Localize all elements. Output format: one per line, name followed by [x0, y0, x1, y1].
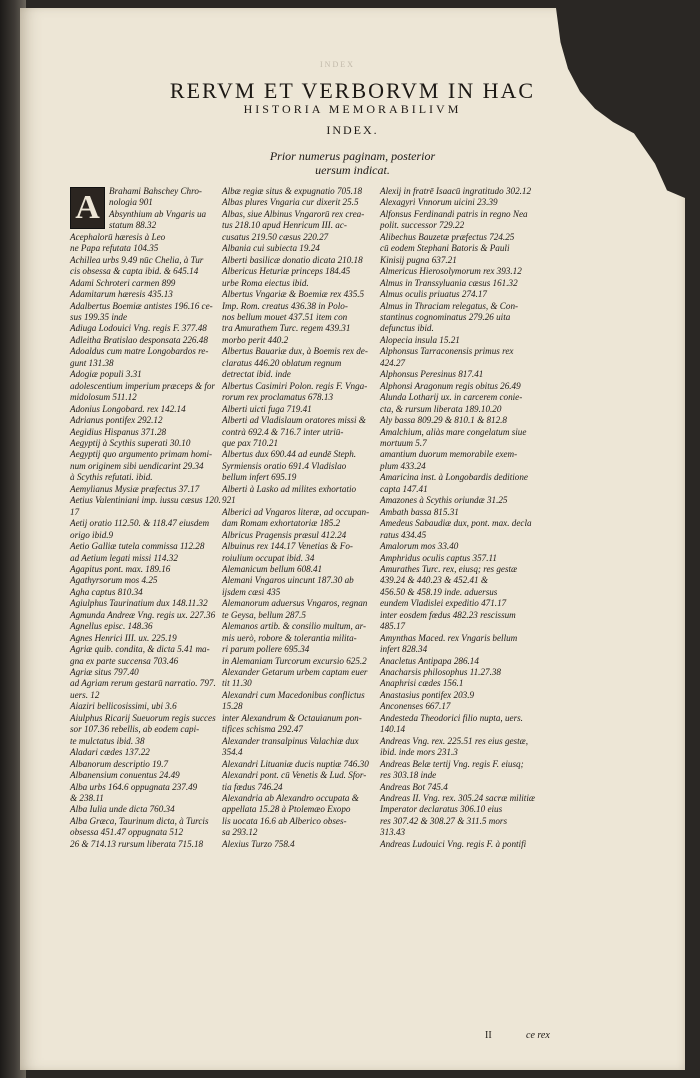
- index-entry-line: ad Aetium legati missi 114.32: [70, 552, 178, 563]
- index-entry-line: Andreas Vng. rex. 225.51 res eius gestæ,: [380, 735, 529, 746]
- index-column-1: [70, 186, 238, 850]
- index-entry-line: lis uocata 16.6 ab Alberico obses-: [222, 815, 347, 826]
- index-entry-line: Andreas Bot 745.4: [380, 781, 448, 792]
- index-entry-line: à Scythis refutati. ibid.: [70, 472, 153, 483]
- index-entry-line: Agapitus pont. max. 189.16: [70, 563, 171, 574]
- index-entry-line: cta, & rursum liberata 189.10.20: [380, 403, 502, 414]
- index-entry-line: tus 218.10 apud Henricum III. ac-: [222, 220, 347, 231]
- index-entry-line: Alemanorum aduersus Vngaros, regnan: [222, 598, 368, 609]
- index-entry-line: amantium duorum memorabile exem-: [380, 449, 518, 460]
- index-entry-line: 140.14: [380, 724, 406, 735]
- index-entry-line: Alberici ad Vngaros literæ, ad occupan-: [222, 506, 370, 517]
- index-entry-line: Agiulphus Taurinatium dux 148.11.32: [70, 598, 208, 609]
- index-entry-line: Almus in Thraciam relegatus, & Con-: [380, 300, 519, 311]
- index-entry-line: ijsdem cæsi 435: [222, 586, 281, 597]
- index-entry-line: te mulctatus ibid. 38: [70, 735, 145, 746]
- index-entry-line: Aladari cædes 137.22: [70, 747, 150, 758]
- index-entry-line: Agriæ situs 797.40: [70, 667, 139, 678]
- index-entry-line: Adrianus pontifex 292.12: [70, 415, 163, 426]
- index-entry-line: gna ex parte succensa 703.46: [70, 655, 179, 666]
- index-entry-line: Alemani Vngaros uincunt 187.30 ab: [222, 575, 354, 586]
- index-entry-line: Syrmiensis oratio 691.4 Vladislao: [222, 460, 347, 471]
- intro-line-1: Prior numerus paginam, posterior: [269, 149, 436, 163]
- index-entry-line: claratus 446.20 oblatum regnum: [222, 357, 342, 368]
- index-entry-line: Amazones à Scythis oriundæ 31.25: [380, 495, 508, 506]
- index-entry-line: Alphonsus Tarraconensis primus rex: [380, 346, 514, 357]
- index-entry-line: Alemanos artib. & consilio multum, ar-: [222, 621, 367, 632]
- index-entry-line: plum 433.24: [380, 460, 426, 471]
- index-entry-line: res 307.42 & 308.27 & 311.5 mors: [380, 815, 507, 826]
- index-entry-line: Adiuga Lodouici Vng. regis F. 377.48: [70, 323, 207, 334]
- index-entry-line: tifices schisma 292.47: [222, 724, 303, 735]
- index-entry-line: Albania cui subiecta 19.24: [222, 243, 320, 254]
- index-entry-line: Aemylianus Mysiæ præfectus 37.17: [70, 483, 200, 494]
- index-entry-line: Andesteda Theodorici filio nupta, uers.: [380, 712, 523, 723]
- index-entry-line: Adleitha Bratislao desponsata 226.48: [70, 334, 208, 345]
- index-entry-line: Anacharsis philosophus 11.27.38: [380, 667, 501, 678]
- index-entry-line: Agriæ quib. condita, & dicta 5.41 ma-: [70, 644, 210, 655]
- index-subtitle: HISTORIA MEMORABILIVM: [243, 102, 462, 116]
- show-through-text: INDEX: [320, 60, 355, 69]
- index-entry-line: 17: [70, 506, 80, 517]
- index-entry-line: & 238.11: [70, 793, 104, 804]
- index-entry-line: num originem sibi uendicarint 29.34: [70, 460, 204, 471]
- index-entry-line: Alphonsus Peresinus 817.41: [380, 369, 484, 380]
- index-entry-line: Amalchium, aliàs mare congelatum siue: [380, 426, 527, 437]
- index-entry-line: statum 88.32: [109, 220, 157, 231]
- index-entry-line: uers. 12: [70, 689, 100, 700]
- index-entry-line: Achillea urbs 9.49 nūc Chelia, à Tur: [70, 254, 204, 265]
- index-entry-line: Alberti ad Vladislaum oratores missi &: [222, 415, 366, 426]
- index-entry-line: Aetij oratio 112.50. & 118.47 eiusdem: [70, 518, 210, 529]
- index-entry-line: Anacletus Antipapa 286.14: [380, 655, 479, 666]
- index-entry-line: Alexandri pont. cū Venetis & Lud. Sfor-: [222, 770, 367, 781]
- index-entry-line: Almericus Hierosolymorum rex 393.12: [380, 266, 522, 277]
- index-entry-line: res 303.18 inde: [380, 770, 437, 781]
- index-entry-line: Kinisij pugna 637.21: [380, 254, 457, 265]
- index-entry-line: contrà 692.4 & 716.7 inter utriū-: [222, 426, 344, 437]
- intro-line-2: uersum indicat.: [315, 163, 390, 177]
- index-entry-line: ratus 434.45: [380, 529, 427, 540]
- index-entry-line: Agathyrsorum mos 4.25: [70, 575, 158, 586]
- index-entry-line: Alba Iulia unde dicta 760.34: [70, 804, 175, 815]
- index-entry-line: 424.27: [380, 357, 406, 368]
- index-entry-line: Andreas II. Vng. rex. 305.24 sacræ militiæ: [380, 793, 535, 804]
- index-entry-line: Adami Schroteri carmen 899: [70, 277, 176, 288]
- index-entry-line: Aegidius Hispanus 371.28: [70, 426, 167, 437]
- index-entry-line: Alberti basilicæ donatio dicata 210.18: [222, 254, 363, 265]
- folio-number: II: [485, 1030, 492, 1041]
- index-entry-line: Alexij in fratrē Isaacū ingratitudo 302.12: [380, 186, 532, 196]
- index-entry-line: Amynthas Maced. rex Vngaris bellum: [380, 632, 518, 643]
- decorated-initial: A: [70, 187, 105, 229]
- index-entry-line: Alibechus Bauzetæ præfectus 724.25: [380, 231, 515, 242]
- index-entry-line: Almus in Transsyluania cæsus 161.32: [380, 277, 518, 288]
- index-entry-line: inter Alexandrum & Octauianum pon-: [222, 712, 362, 723]
- index-entry-line: Alba Græca, Taurinum dicta, à Turcis: [70, 815, 209, 826]
- index-entry-line: Andreas Ludouici Vng. regis F. à pontifi: [380, 838, 527, 849]
- index-entry-line: que pax 710.21: [222, 437, 279, 448]
- index-entry-line: Ambath bassa 815.31: [380, 506, 459, 517]
- index-entry-line: Andreas Belæ tertij Vng. regis F. eiusq;: [380, 758, 524, 769]
- index-entry-line: mis uerò, robore & tolerantia milita-: [222, 632, 357, 643]
- index-entry-line: ad Agriam rerum gestarū narratio. 797.: [70, 678, 216, 689]
- index-entry-line: in Alemaniam Turcorum excursio 625.2: [222, 655, 367, 666]
- index-entry-line: Agha captus 810.34: [70, 586, 143, 597]
- index-entry-line: stantinus cognominatus 279.26 uita: [380, 311, 511, 322]
- index-entry-line: sus 199.35 inde: [70, 311, 128, 322]
- index-entry-line: Albertus Casimiri Polon. regis F. Vnga-: [222, 380, 368, 391]
- index-entry-line: Alberti à Lasko ad milites exhortatio: [222, 483, 357, 494]
- index-entry-line: Alexander transalpinus Valachiæ dux: [222, 735, 359, 746]
- index-entry-line: tra Amurathem Turc. regem 439.31: [222, 323, 351, 334]
- index-entry-line: bellum infert 695.19: [222, 472, 297, 483]
- index-entry-line: Adoaldus cum matre Longobardos re-: [70, 346, 209, 357]
- index-entry-line: dam Romam exhortatoriæ 185.2: [222, 518, 341, 529]
- index-entry-line: ri parum pollere 695.34: [222, 644, 310, 655]
- catchword: ce rex: [526, 1030, 550, 1041]
- index-entry-line: Agnellus episc. 148.36: [70, 621, 153, 632]
- index-entry-line: Alexander Getarum urbem captam euer: [222, 667, 368, 678]
- index-entry-line: appellata 15.28 à Ptolemæo Exopo: [222, 804, 351, 815]
- index-entry-line: Alberti uicti fuga 719.41: [222, 403, 312, 414]
- index-entry-line: Alexagyri Vnnorum uicini 23.39: [380, 197, 498, 208]
- index-entry-line: capta 147.41: [380, 483, 428, 494]
- index-entry-line: 439.24 & 440.23 & 452.41 &: [380, 575, 488, 586]
- index-entry-line: tit 11.30: [222, 678, 252, 689]
- index-entry-line: rorum rex proclamatus 678.13: [222, 392, 334, 403]
- index-label: INDEX.: [326, 123, 379, 137]
- index-entry-line: cis obsessa & capta ibid. & 645.14: [70, 266, 199, 277]
- index-column-2: [222, 186, 390, 850]
- index-entry-line: Albertus Vngariæ & Boemiæ rex 435.5: [222, 289, 365, 300]
- index-entry-line: midolosum 511.12: [70, 392, 137, 403]
- index-entry-line: Anaphrisi cædes 156.1: [380, 678, 464, 689]
- index-entry-line: roiulium occupat ibid. 34: [222, 552, 315, 563]
- index-entry-line: Aiulphus Ricarij Sueuorum regis succes: [70, 712, 216, 723]
- index-entry-line: te Geysa, bellum 287.5: [222, 609, 306, 620]
- index-entry-line: nos bellum mouet 437.51 item con: [222, 311, 348, 322]
- index-entry-line: sa 293.12: [222, 827, 258, 838]
- index-entry-line: adolescentium imperium præceps & for: [70, 380, 215, 391]
- index-entry-line: Alemanicum bellum 608.41: [222, 563, 323, 574]
- index-entry-line: Alopecia insula 15.21: [380, 334, 460, 345]
- index-entry-line: Adogiæ populi 3.31: [70, 369, 142, 380]
- index-entry-line: Absynthium ab Vngaris ua: [109, 208, 207, 219]
- index-entry-line: Amalorum mos 33.40: [380, 541, 459, 552]
- index-entry-line: sor 107.36 rebellis, ab eodem capi-: [70, 724, 200, 735]
- index-entry-line: Amurathes Turc. rex, eiusq; res gestæ: [380, 563, 518, 574]
- index-entry-line: Albæ regiæ situs & expugnatio 705.18: [222, 186, 363, 196]
- index-entry-line: Almus oculis priuatus 274.17: [380, 289, 487, 300]
- index-entry-line: Alexandria ab Alexandro occupata &: [222, 793, 359, 804]
- index-entry-line: Aetio Galliæ tutela commissa 112.28: [70, 541, 205, 552]
- index-entry-line: 26 & 714.13 rursum liberata 715.18: [70, 838, 204, 849]
- index-entry-line: Albuinus rex 144.17 Venetias & Fo-: [222, 541, 353, 552]
- index-entry-line: morbo perit 440.2: [222, 334, 289, 345]
- index-entry-line: polit. successor 729.22: [380, 220, 465, 231]
- index-entry-line: 921: [222, 495, 236, 506]
- index-entry-line: Agnes Henrici III. ux. 225.19: [70, 632, 177, 643]
- index-entry-line: Imp. Rom. creatus 436.38 in Polo-: [222, 300, 348, 311]
- index-entry-line: detrectat ibid. inde: [222, 369, 291, 380]
- index-entry-line: Alphonsi Aragonum regis obitus 26.49: [380, 380, 521, 391]
- index-entry-line: Aetius Valentiniani imp. iussu cæsus 120.: [70, 495, 221, 506]
- index-entry-line: Amaricina inst. à Longobardis deditione: [380, 472, 528, 483]
- index-entry-line: 15.28: [222, 701, 243, 712]
- index-entry-line: Albas, siue Albinus Vngarorū rex crea-: [222, 208, 365, 219]
- index-entry-line: obsessa 451.47 oppugnata 512: [70, 827, 184, 838]
- index-entry-line: defunctus ibid.: [380, 323, 434, 334]
- index-entry-line: Albericus Heturiæ princeps 184.45: [222, 266, 351, 277]
- index-entry-line: tia fœdus 746.24: [222, 781, 283, 792]
- index-entry-line: urbe Roma eiectus ibid.: [222, 277, 309, 288]
- index-entry-line: Albertus dux 690.44 ad eundē Steph.: [222, 449, 357, 460]
- index-entry-line: Alexius Turzo 758.4: [222, 838, 295, 849]
- index-entry-line: Adonius Longobard. rex 142.14: [70, 403, 186, 414]
- index-entry-line: Agmunda Andreæ Vng. regis ux. 227.36: [70, 609, 216, 620]
- index-entry-line: Alba urbs 164.6 oppugnata 237.49: [70, 781, 198, 792]
- index-entry-line: nologia 901: [109, 197, 153, 208]
- index-entry-line: Anconenses 667.17: [380, 701, 451, 712]
- index-entry-line: Anastasius pontifex 203.9: [380, 689, 475, 700]
- index-entry-line: Albanorum descriptio 19.7: [70, 758, 169, 769]
- index-entry-line: Acephalorū hæresis à Leo: [70, 231, 166, 242]
- index-entry-line: Aiaziri bellicosissimi, ubi 3.6: [70, 701, 177, 712]
- index-entry-line: ne Papa refutata 104.35: [70, 243, 159, 254]
- index-entry-line: gunt 131.38: [70, 357, 114, 368]
- index-entry-line: Alexandri cum Macedonibus conflictus: [222, 689, 365, 700]
- index-entry-line: origo ibid.9: [70, 529, 114, 540]
- index-title: RERVM ET VERBORVM IN HAC: [169, 78, 536, 103]
- index-entry-line: infert 828.34: [380, 644, 428, 655]
- index-entry-line: Albricus Pragensis præsul 412.24: [222, 529, 347, 540]
- index-entry-line: mortuum 5.7: [380, 437, 427, 448]
- index-entry-line: Aly bassa 809.29 & 810.1 & 812.8: [380, 415, 507, 426]
- index-entry-line: Amedeus Sabaudiæ dux, pont. max. decla: [380, 518, 532, 529]
- index-entry-line: Aegyptij quo argumento primam homi-: [70, 449, 213, 460]
- index-entry-line: Imperator declaratus 306.10 eius: [380, 804, 503, 815]
- index-entry-line: cusatus 219.50 cæsus 220.27: [222, 231, 329, 242]
- index-entry-line: Adamitarum hæresis 435.13: [70, 289, 173, 300]
- index-entry-line: Albas plures Vngaria cur dixerit 25.5: [222, 197, 359, 208]
- index-entry-line: Brahami Bahschey Chro-: [109, 186, 202, 196]
- index-column-3: [380, 186, 548, 850]
- index-entry-line: Alunda Lotharij ux. in carcerem conie-: [380, 392, 523, 403]
- index-entry-line: ibid. inde mors 231.3: [380, 747, 458, 758]
- index-entry-line: Alfonsus Ferdinandi patris in regno Nea: [380, 208, 528, 219]
- index-entry-line: inter eosdem fœdus 482.23 rescissum: [380, 609, 516, 620]
- index-entry-line: Albertus Bauariæ dux, à Boemis rex de-: [222, 346, 368, 357]
- index-entry-line: 313.43: [380, 827, 406, 838]
- index-entry-line: Aegyptij à Scythis superati 30.10: [70, 437, 191, 448]
- index-entry-line: eundem Vladislei expeditio 471.17: [380, 598, 507, 609]
- index-entry-line: Albanensium conuentus 24.49: [70, 770, 180, 781]
- book-page: [20, 8, 685, 1070]
- index-entry-line: Amphridus oculis captus 357.11: [380, 552, 497, 563]
- index-entry-line: Alexandri Lituaniæ ducis nuptiæ 746.30: [222, 758, 369, 769]
- index-entry-line: 354.4: [222, 747, 243, 758]
- index-entry-line: 485.17: [380, 621, 406, 632]
- index-entry-line: cū eodem Stephani Batoris & Pauli: [380, 243, 510, 254]
- index-entry-line: Adalbertus Boemiæ antistes 196.16 ce-: [70, 300, 213, 311]
- index-entry-line: 456.50 & 458.19 inde. aduersus: [380, 586, 498, 597]
